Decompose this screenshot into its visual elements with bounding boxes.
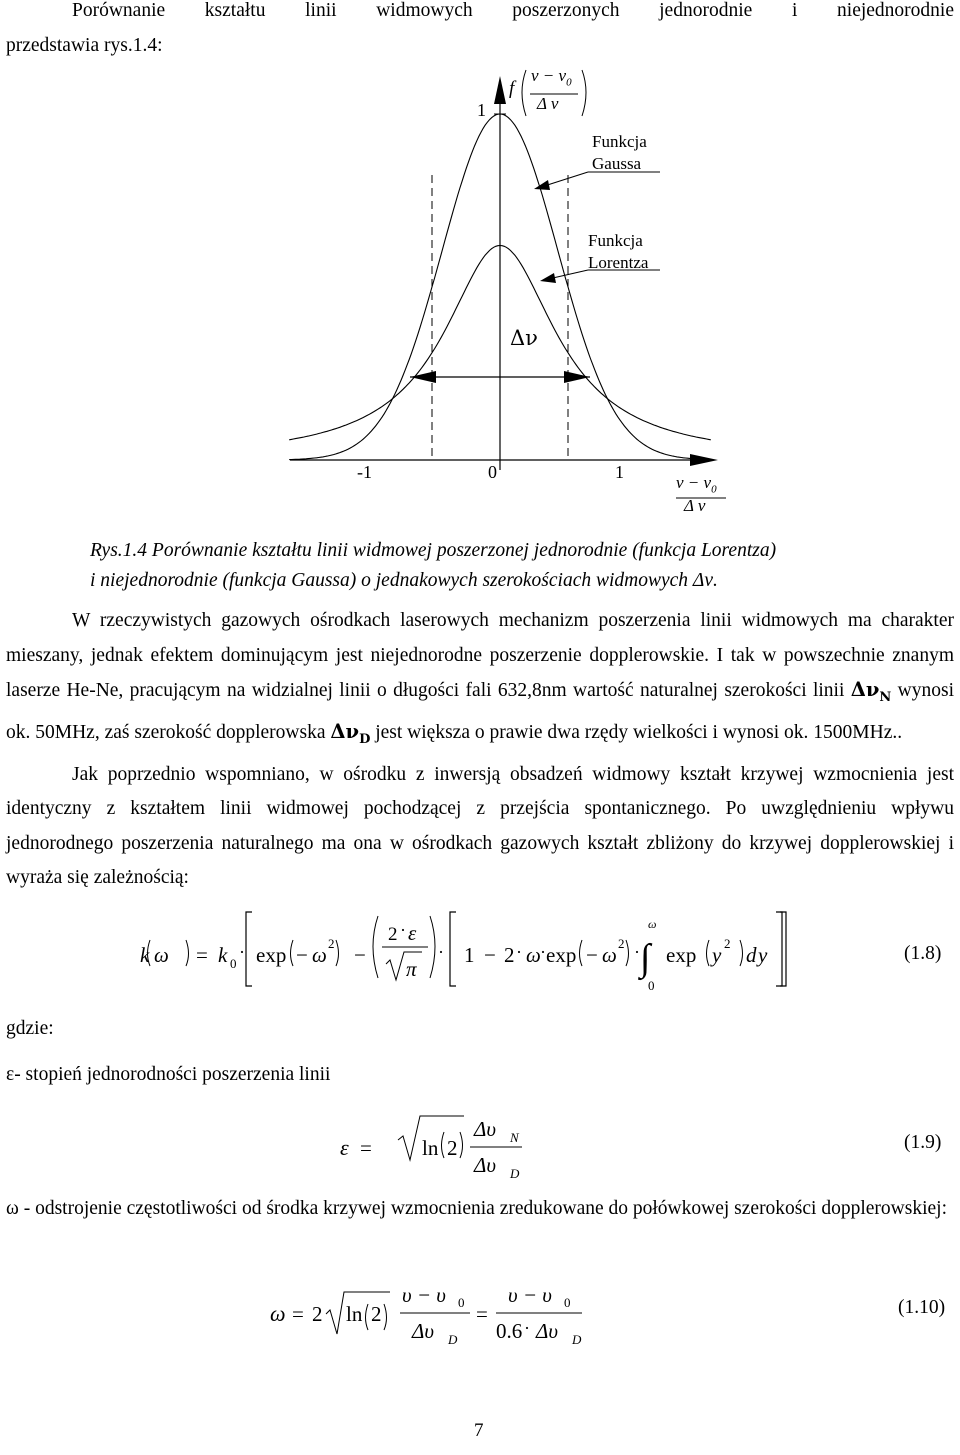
eq110-den-1: Δυ (412, 1319, 434, 1343)
eq18-exp-1: exp (256, 943, 287, 967)
eq18-one: 1 (464, 943, 475, 967)
paragraph-2-text: Jak poprzednio wspomniano, w ośrodku z inwersją obsadzeń widmowy kształt krzywej wzmocnienia jest identyczny z kształtem linii widmowej pochodzącej z przejścia spontanicznego. Po uwzględnieniu wpływu jednorodnego poszerzenia naturalnego ma ona w ośrodkach gazowych kształt zbliżony do krzywej dopplerowskiej i wyraża się zależnością: (6, 763, 954, 889)
eq18-omega-3: ω (526, 943, 541, 967)
eq110-equals-1: = (292, 1302, 304, 1326)
gdzie-label: gdzie: (6, 1018, 54, 1039)
eq110-coef: 0.6 (496, 1319, 523, 1343)
intro-text (6, 0, 954, 63)
eq18-two: 2 (388, 924, 398, 945)
equation-1-8 (140, 900, 800, 1000)
eq18-pi: π (406, 957, 417, 981)
y-axis-frac-num: $\nu - \nu_0$ (531, 66, 572, 89)
lorentz-pointer-head (540, 273, 556, 283)
x-tick-minus-one: -1 (357, 462, 372, 482)
eq18-minus-1: − (296, 943, 308, 967)
eq18-omega-4: ω (602, 943, 617, 967)
caption-line-1: Rys.1.4 Porównanie kształtu linii widmowej poszerzonej jednorodnie (funkcja Lorentza) (90, 540, 777, 561)
x-axis-frac-num: $\nu - \nu_0$ (676, 473, 717, 496)
y-axis-frac-den: Δ ν (537, 94, 559, 113)
eq18-dot-4: · (516, 942, 522, 962)
delta-nu-d: $\Delta\nu_D$ (330, 720, 371, 748)
eq110-num-1-sub: 0 (458, 1295, 465, 1310)
eq18-equals: = (196, 943, 208, 967)
caption-line-2: i niejednorodnie (funkcja Gaussa) o jednakowych szerokościach widmowych Δν. (90, 570, 718, 591)
eq18-y: y (712, 943, 722, 967)
omega-definition: ω - odstrojenie częstotliwości od środka krzywej wzmocnienia zredukowane do połówkowej szerokości dopplerowskiej: (6, 1198, 947, 1219)
y-axis-arrow (494, 76, 506, 104)
eq18-minus-4: − (586, 943, 598, 967)
eq18-dot-5: · (540, 942, 546, 962)
eq19-num: Δυ (474, 1117, 496, 1141)
y-axis-f: f (509, 78, 515, 99)
eq18-integral: ∫ (640, 937, 651, 979)
paragraph-1-text: W rzeczywistych gazowych ośrodkach laserowych mechanizm poszerzenia linii widmowych ma charakter mieszany, jednak efektem dominującym jest niejednorodne poszerzenie dopplerowskie. I tak w powszechnie znanym laserze He-Ne, pracującym na widzialnej linii o długości fali 632,8nm wartość naturalnej szerokości linii $\Delta\nu_N$ wynosi ok. 50MHz, zaś szerokość dopplerowska $\Delta\nu_D$ jest większa o prawie dwa rzędy wielkości i wynosi ok. 1500MHz.. (6, 610, 954, 748)
eq18-k0: k (218, 943, 228, 967)
eq110-den-2: Δυ (536, 1319, 558, 1343)
eq110-omega: ω (270, 1301, 286, 1326)
eq19-eps: ε (340, 1135, 349, 1160)
eq110-num-2: υ − υ (508, 1283, 552, 1307)
lorentz-label: Funkcja Lorentza (588, 231, 649, 272)
eq110-dot: · (524, 1318, 530, 1338)
eq18-omega-2: ω (312, 943, 327, 967)
eq110-num-2-sub: 0 (564, 1295, 571, 1310)
eq18-k0-sub: 0 (230, 956, 237, 971)
eq18-pow-3: 2 (724, 936, 731, 951)
equation-1-10 (270, 1274, 600, 1350)
omega-definition-block (6, 1192, 954, 1227)
width-label: Δν (510, 326, 538, 350)
eq18-int-lo: 0 (648, 978, 655, 993)
eq110-den-2-sub: D (572, 1332, 582, 1347)
eq18-exp-3: exp (666, 943, 697, 967)
eq18-minus-3: − (484, 943, 496, 967)
eq18-exp-2: exp (546, 943, 577, 967)
eq-number-1-10: (1.10) (898, 1297, 946, 1318)
page-number: 7 (474, 1420, 484, 1441)
x-tick-one: 1 (615, 462, 624, 482)
eq110-ln-arg: 2 (371, 1302, 382, 1326)
eq110-ln: ln (346, 1302, 363, 1326)
eq18-dy: y (758, 943, 768, 967)
epsilon-definition: ε- stopień jednorodności poszerzenia linii (6, 1064, 331, 1085)
eq110-den-1-sub: D (448, 1332, 458, 1347)
eq18-pow-1: 2 (328, 936, 335, 951)
y-tick-label: 1 (477, 100, 486, 120)
eq18-int-hi: ω (648, 917, 657, 931)
intro-line-1: Porównanie kształtu linii widmowych poszerzonych jednorodnie i niejednorodnie (72, 0, 954, 21)
eq110-num-1: υ − υ (402, 1283, 446, 1307)
eq18-dot-1: · (239, 942, 245, 962)
figure-line-shapes (0, 60, 960, 520)
gauss-label: Funkcja Gaussa (592, 132, 647, 173)
eq19-den-sub: D (510, 1166, 520, 1180)
gauss-pointer-head (534, 180, 550, 190)
eq18-k: k (140, 943, 150, 967)
x-axis-arrow (690, 454, 718, 466)
eq18-omega: ω (154, 943, 169, 967)
eq-number-1-8: (1.8) (904, 943, 942, 964)
eq110-two: 2 (312, 1302, 323, 1326)
intro-line-2: przedstawia rys.1.4: (6, 34, 163, 56)
eq19-den: Δυ (474, 1153, 496, 1177)
delta-nu-n: $\Delta\nu_N$ (850, 678, 892, 705)
eq18-eps: ε (408, 921, 417, 945)
figure-caption (90, 536, 920, 596)
x-tick-zero: 0 (488, 462, 497, 482)
eq18-two-b: 2 (504, 943, 515, 967)
eq18-dot-6: · (634, 942, 640, 962)
eq18-pow-2: 2 (618, 936, 625, 951)
eq19-two: 2 (447, 1136, 458, 1160)
eq19-num-sub: N (510, 1130, 519, 1145)
eq19-ln: ln (422, 1136, 439, 1160)
eq18-minus-2: − (354, 943, 366, 967)
eq18-dot-3: · (438, 942, 444, 962)
eq18-dot-2: · (400, 920, 406, 940)
x-axis-frac-den: Δ ν (684, 496, 706, 515)
paragraph-1 (6, 604, 954, 896)
eq-number-1-9: (1.9) (904, 1132, 942, 1153)
equation-1-9 (340, 1100, 540, 1180)
eq110-equals-2: = (476, 1302, 488, 1326)
eq19-equals: = (360, 1136, 372, 1160)
eq18-d: d (746, 943, 757, 967)
